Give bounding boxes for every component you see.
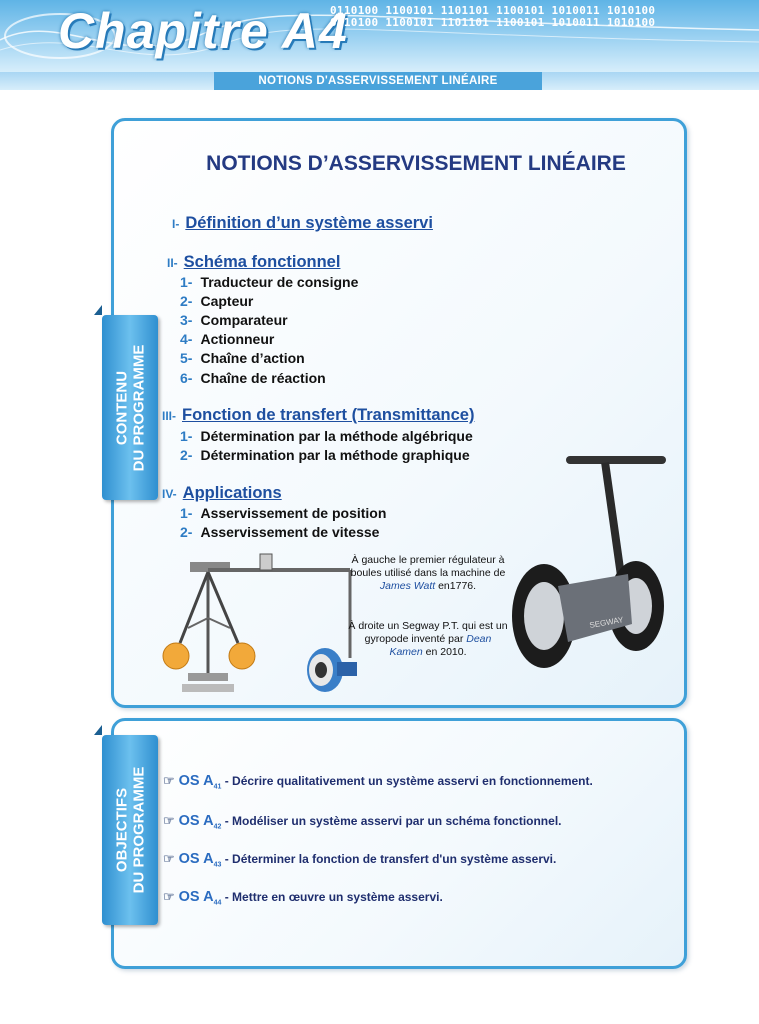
list-item: 5- Chaîne d’action [180, 350, 305, 366]
chapter-header [0, 0, 759, 72]
pointing-hand-icon: ☞ [163, 813, 175, 828]
caption-segway: À droite un Segway P.T. qui est un gyropode inventé par Dean Kamen en 2010. [348, 620, 508, 658]
objective-item: ☞ OS $A_{43}$ - Déterminer la fonction de transfert d'un système asservi. [163, 851, 557, 869]
list-item: 2- Détermination par la méthode graphique [180, 447, 470, 463]
objectifs-tab [102, 735, 158, 925]
list-item: 2- Asservissement de vitesse [180, 524, 380, 540]
objective-item: ☞ OS $A_{42}$ - Modéliser un système asservi par un schéma fonctionnel. [163, 813, 562, 831]
list-item: 6- Chaîne de réaction [180, 370, 326, 386]
list-item: 1- Asservissement de position [180, 505, 387, 521]
section-2: II- Schéma fonctionnel [167, 253, 341, 271]
section-3: III- Fonction de transfert (Transmittance) [162, 406, 475, 424]
list-item: 2- Capteur [180, 293, 254, 309]
objectifs-tab-line1: OBJECTIFS [113, 787, 131, 873]
list-item: 1- Traducteur de consigne [180, 274, 359, 290]
objectifs-panel [111, 718, 687, 969]
contenu-tab [102, 315, 158, 500]
contenu-tab-line2: DU PROGRAMME [130, 344, 148, 471]
chapter-subtitle: NOTIONS D'ASSERVISSEMENT LINÉAIRE [214, 72, 542, 90]
section-4: IV- Applications [162, 484, 282, 502]
binary-line-1: 0110100 1100101 1101101 1100101 1010011 1010100 [330, 4, 656, 17]
list-item: 4- Actionneur [180, 331, 275, 347]
objective-item: ☞ OS $A_{44}$ - Mettre en œuvre un système asservi. [163, 889, 443, 907]
caption-watt: À gauche le premier régulateur à boules utilisé dans la machine de James Watt en1776. [350, 554, 506, 592]
chapter-logo: Chapitre A4 [58, 3, 348, 59]
objectifs-tab-line2: DU PROGRAMME [130, 766, 148, 894]
list-item: 3- Comparateur [180, 312, 288, 328]
pointing-hand-icon: ☞ [163, 889, 175, 904]
contenu-tab-line1: CONTENU [113, 370, 131, 445]
segway-image [508, 446, 673, 686]
pointing-hand-icon: ☞ [163, 773, 175, 788]
svg-text:SEGWAY: SEGWAY [588, 615, 625, 630]
list-item: 1- Détermination par la méthode algébrique [180, 428, 473, 444]
page-title: NOTIONS D’ASSERVISSEMENT LINÉAIRE [206, 152, 626, 175]
objective-item: ☞ OS $A_{41}$ - Décrire qualitativement un système asservi en fonctionnement. [163, 773, 593, 791]
pointing-hand-icon: ☞ [163, 851, 175, 866]
section-1: I- Définition d’un système asservi [172, 214, 433, 232]
binary-line-2: 0110100 1100101 1101101 1100101 1010011 1010100 [330, 16, 656, 29]
